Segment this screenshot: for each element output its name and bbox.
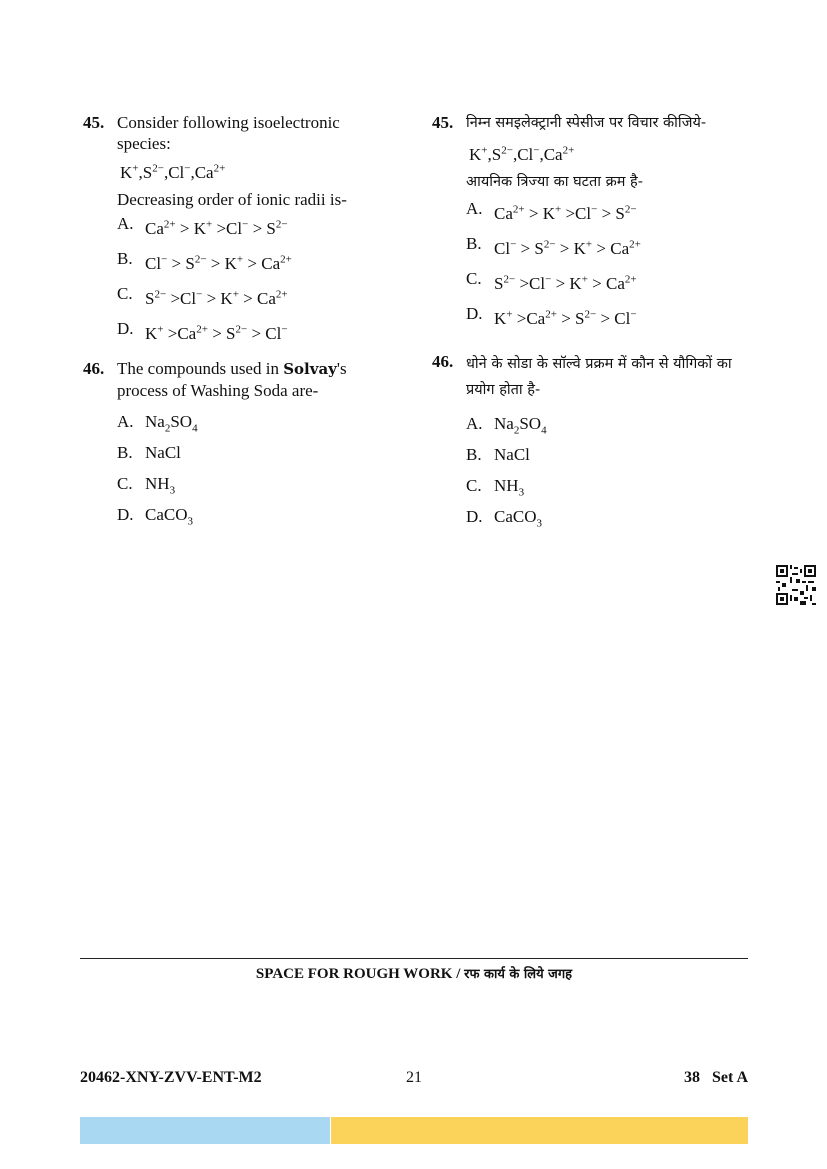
question-number: 45. [432,113,454,132]
option-label: D. [117,319,134,338]
option-a[interactable] [117,214,383,239]
option-label: C. [117,474,133,493]
option-formula: $NH_3$ [145,474,176,497]
option-b[interactable] [466,444,752,465]
qr-code-icon [776,565,816,605]
option-formula: $Cl^- > S^{2-} > K^+ > Ca^{2+}$ [145,253,292,273]
english-column [83,112,383,528]
option-b[interactable] [466,234,752,259]
rough-work-divider [80,958,748,959]
option-d[interactable] [466,506,752,530]
question-text: Consider following isoelectronic species: [117,113,340,153]
hindi-column [432,112,752,530]
option-label: A. [117,214,134,233]
option-formula: $NH_3$ [494,476,525,499]
species-formula: $K^+,S^{2-},Cl^-,Ca^{2+}$ [469,144,575,164]
question-number: 46. [432,352,454,371]
option-a[interactable] [117,411,383,435]
set-label: 38 Set A [684,1069,748,1086]
question-46-hi [432,351,752,530]
rough-work-heading: SPACE FOR ROUGH WORK / रफ कार्य के लिये जगह [255,966,573,982]
question-number: 45. [83,113,105,132]
option-formula: NaCl [494,445,530,464]
species-formula: $K^+,S^{2-},Cl^-,Ca^{2+}$ [120,162,226,182]
option-formula: $S^{2-} >Cl^- > K^+ > Ca^{2+}$ [494,273,637,293]
question-46-en [83,358,383,528]
option-formula: $K^+ >Ca^{2+} > S^{2-} > Cl^-$ [145,323,288,343]
option-label: D. [466,304,483,323]
question-instruction: आयनिक त्रिज्या का घटता क्रम है- [466,174,643,190]
option-formula: $Na_2SO_4$ [145,412,198,435]
question-45-hi [432,112,752,329]
page-number: 21 [406,1069,422,1086]
option-label: D. [466,507,483,526]
option-label: C. [117,284,133,303]
option-c[interactable] [466,269,752,294]
option-d[interactable] [117,504,383,528]
question-text: धोने के सोडा के सॉल्वे प्रक्रम में कौन से यौगिकों का प्रयोग होता है- [466,356,732,398]
option-formula: NaCl [145,443,181,462]
option-c[interactable] [117,473,383,497]
question-instruction: Decreasing order of ionic radii is- [117,190,347,209]
option-label: B. [117,443,133,462]
option-label: A. [466,199,483,218]
question-45-en [83,112,383,344]
option-label: C. [466,269,482,288]
option-formula: $Ca^{2+} > K^+ >Cl^- > S^{2-}$ [145,218,288,238]
question-text: The compounds used in Solvay's process of Washing Soda are- [117,359,347,400]
option-d[interactable] [117,319,383,344]
option-label: C. [466,476,482,495]
option-formula: $K^+ >Ca^{2+} > S^{2-} > Cl^-$ [494,308,637,328]
option-b[interactable] [117,442,383,463]
option-b[interactable] [117,249,383,274]
question-number: 46. [83,359,105,378]
option-formula: $Na_2SO_4$ [494,414,547,437]
option-label: A. [466,414,483,433]
option-label: A. [117,412,134,431]
option-formula: CaCO$_3$ [145,505,193,528]
footer-bar-blue [80,1117,330,1144]
option-a[interactable] [466,413,752,437]
option-c[interactable] [466,475,752,499]
option-formula: $Cl^- > S^{2-} > K^+ > Ca^{2+}$ [494,238,641,258]
option-c[interactable] [117,284,383,309]
question-text: निम्न समइलेक्ट्रानी स्पेसीज पर विचार कीजिये- [466,115,707,131]
option-formula: $Ca^{2+} > K^+ >Cl^- > S^{2-}$ [494,203,637,223]
option-label: B. [466,234,482,253]
option-a[interactable] [466,199,752,224]
option-label: B. [117,249,133,268]
option-label: D. [117,505,134,524]
paper-code: 20462-XNY-ZVV-ENT-M2 [80,1069,262,1086]
option-formula: $S^{2-} >Cl^- > K^+ > Ca^{2+}$ [145,288,288,308]
option-formula: CaCO$_3$ [494,507,542,530]
option-label: B. [466,445,482,464]
footer-bar-yellow [331,1117,748,1144]
option-d[interactable] [466,304,752,329]
